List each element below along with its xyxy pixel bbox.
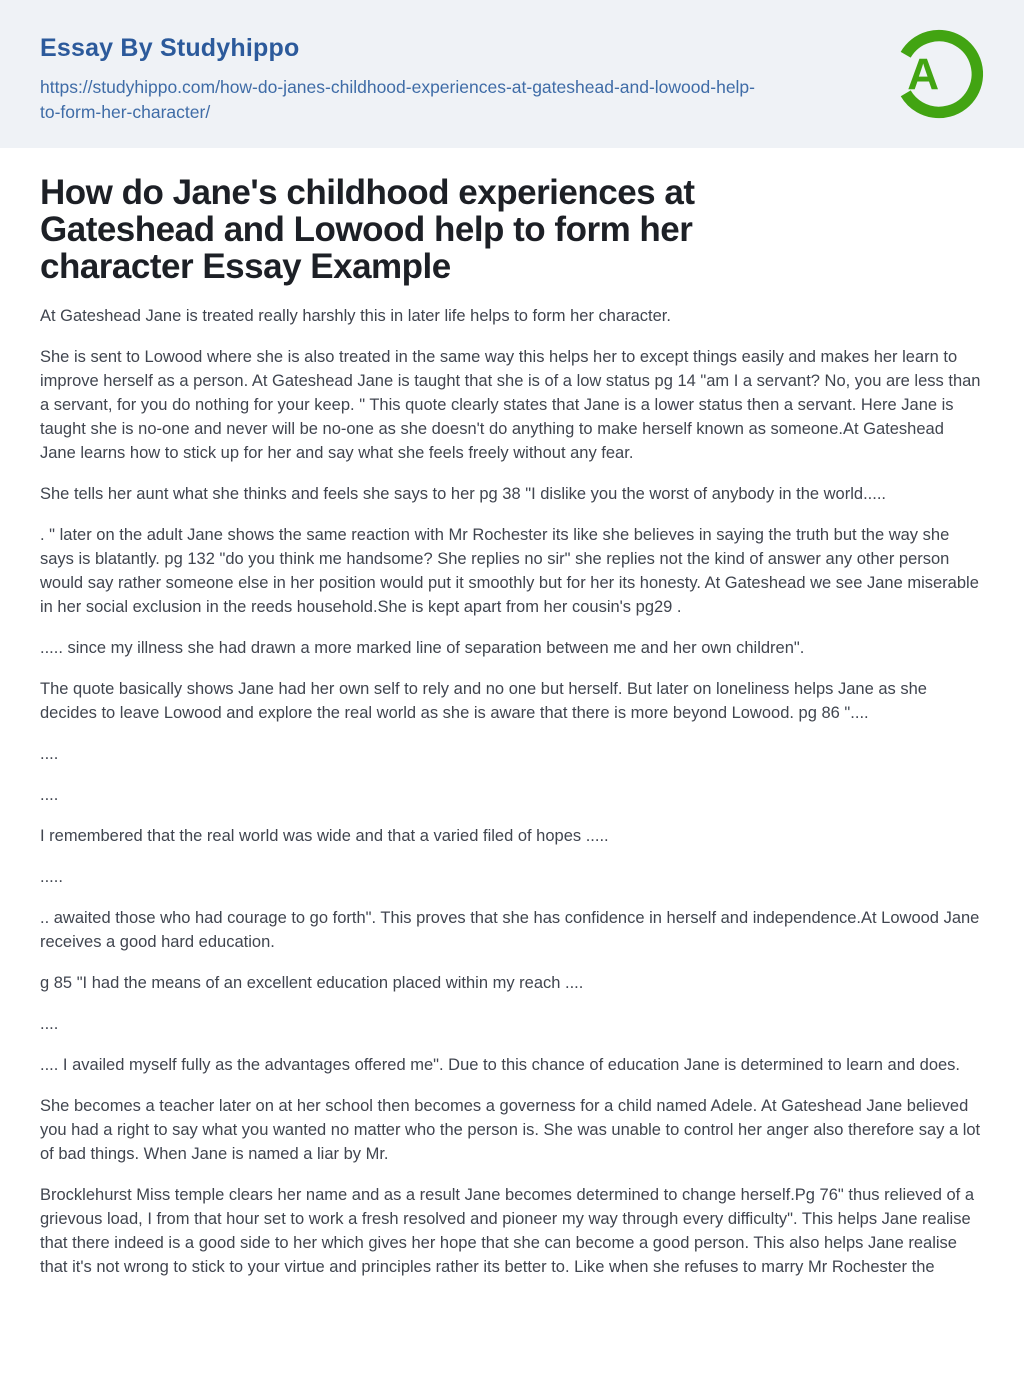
essay-paragraph: .... <box>40 745 59 763</box>
essay-content <box>0 148 1024 1279</box>
essay-title-line-1: How do Jane's childhood experiences at <box>40 173 695 212</box>
essay-body <box>40 304 984 1279</box>
essay-title-line-3: character Essay Example <box>40 247 451 286</box>
essay-paragraph: She becomes a teacher later on at her school then becomes a governess for a child named Adele. At Gateshead Jane believed you had a right to say what you wanted no matter who the person is. She was unable to control her anger also therefore say a lot of bad things. When Jane is named a liar by Mr. <box>40 1097 981 1163</box>
essay-paragraph: I remembered that the real world was wide and that a varied filed of hopes ..... <box>40 827 609 845</box>
essay-paragraph: She tells her aunt what she thinks and feels she says to her pg 38 "I dislike you the worst of anybody in the world..... <box>40 485 886 503</box>
essay-title <box>40 174 984 285</box>
essay-paragraph: .... <box>40 1015 59 1033</box>
essay-paragraph: .... I availed myself fully as the advantages offered me". Due to this chance of education Jane is determined to learn and does. <box>40 1056 961 1074</box>
essay-paragraph: ..... since my illness she had drawn a more marked line of separation between me and her own children". <box>40 639 805 657</box>
essay-paragraph: Brocklehurst Miss temple clears her name and as a result Jane becomes determined to change herself.Pg 76" thus relieved of a grievous load, I from that hour set to work a fresh resolved and pioneer my way through every difficulty". This helps Jane realise that there indeed is a good side to her which gives her hope that she can become a good person. This also helps Jane realise that it's not wrong to stick to your virtue and principles rather its better to. Like when she refuses to marry Mr Rochester the <box>40 1186 975 1276</box>
essay-paragraph: . " later on the adult Jane shows the same reaction with Mr Rochester its like she believes in saying the truth but the way she says is blatantly. pg 132 "do you think me handsome? She replies no sir" she replies not the kind of answer any other person would say rather someone else in her position would put it smoothly but for her its honesty. At Gateshead we see Jane miserable in her social exclusion in the reeds household.She is kept apart from her cousin's pg29 . <box>40 526 979 616</box>
essay-paragraph: She is sent to Lowood where she is also treated in the same way this helps her to except things easily and makes her learn to improve herself as a person. At Gateshead Jane is taught that she is of a low status pg 14 "am I a servant? No, you are less than a servant, for you do nothing for your keep. " This quote clearly states that Jane is a lower status then a servant. Here Jane is taught she is no-one and never will be no-one as she doesn't do anything to make herself known as someone.At Gateshead Jane learns how to stick up for her and say what she feels freely without any fear. <box>40 348 981 462</box>
essay-paragraph: .... <box>40 786 59 804</box>
essay-paragraph: The quote basically shows Jane had her own self to rely and no one but herself. But later on loneliness helps Jane as she decides to leave Lowood and explore the real world as she is aware that there is more beyond Lowood. pg 86 ".... <box>40 680 927 722</box>
page-url-line-2: to-form-her-character/ <box>40 102 211 122</box>
essay-paragraph: ..... <box>40 868 63 886</box>
site-header <box>0 0 1024 148</box>
site-title: Essay By Studyhippo <box>40 34 300 62</box>
page-url-line-1: https://studyhippo.com/how-do-janes-childhood-experiences-at-gateshead-and-lowood-help- <box>40 77 755 97</box>
logo-arc-icon <box>889 24 985 124</box>
essay-title-line-2: Gateshead and Lowood help to form her <box>40 210 693 249</box>
studyhippo-logo <box>889 24 985 124</box>
page-url <box>40 75 984 125</box>
essay-paragraph: g 85 "I had the means of an excellent education placed within my reach .... <box>40 974 584 992</box>
essay-paragraph: At Gateshead Jane is treated really harshly this in later life helps to form her character. <box>40 307 671 325</box>
essay-paragraph: .. awaited those who had courage to go forth". This proves that she has confidence in herself and independence.At Lowood Jane receives a good hard education. <box>40 909 980 951</box>
logo-letter: A <box>907 50 940 100</box>
